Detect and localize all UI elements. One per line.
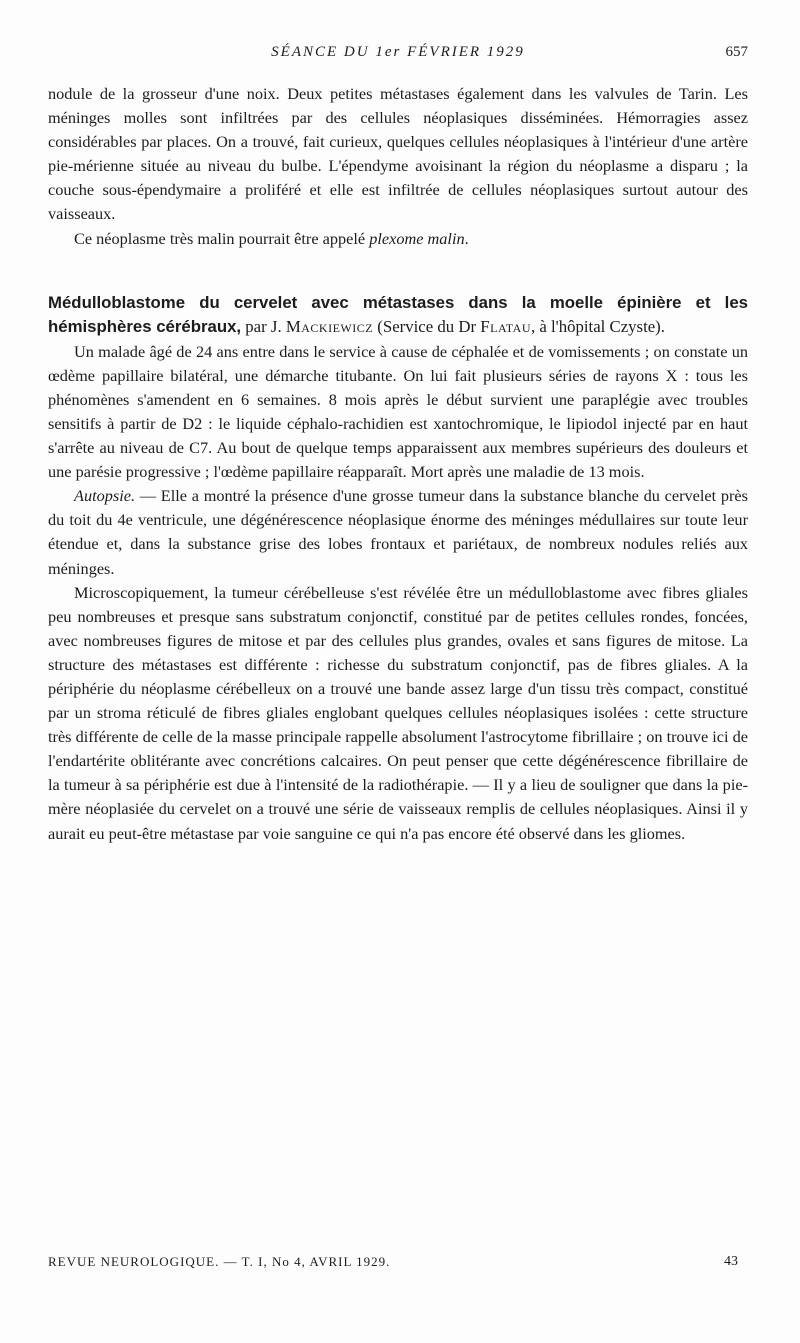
section-title-text: Médulloblastome du cervelet avec métastases dans la moelle épinière et les hémisphères cérébraux, xyxy=(48,292,748,337)
signature-mark: 43 xyxy=(724,1254,738,1269)
page-footer xyxy=(48,1254,748,1276)
section-service-close: , à l'hôpital Czyste). xyxy=(530,317,665,337)
autopsy-label: Autopsie. xyxy=(74,486,136,506)
page-number: 657 xyxy=(725,44,748,60)
section-author: Mackiewicz xyxy=(285,317,374,337)
closing-text: Ce néoplasme très malin pourrait être appelé xyxy=(74,228,370,248)
closing-period: . xyxy=(464,228,469,248)
journal-reference: REVUE NEUROLOGIQUE. — T. I, No 4, AVRIL 1929. xyxy=(48,1254,391,1269)
section-by: par J. xyxy=(241,317,286,337)
autopsy-paragraph xyxy=(48,484,748,580)
section-title xyxy=(48,291,748,340)
microscopy-paragraph: Microscopiquement, la tumeur cérébelleuse s'est révélée être un médulloblastome avec fibres gliales peu nombreuses et presque sans substratum conjonctif, constitué par de petites cellules rondes, foncées, avec nombreuses figures de mitose et par des cellules plus grandes, ovales et sans figures de mitose. La structure des métastases est différente : richesse du substratum conjonctif, pas de fibres gliales. A la périphérie du néoplasme cérébelleux on a trouvé une bande assez large d'un tissu très compact, constitué par un stroma réticulé de fibres gliales englobant quelques cellules néoplasiques isolées : cette structure très différente de celle de la masse principale rappelle absolument l'astrocytome fibrillaire ; on trouve ici de l'endartérite oblitérante avec concrétions calcaires. On peut penser que cette dégénérescence fibrillaire de la tumeur à sa périphérie est due à l'intensité de la radiothérapie. — Il y a lieu de souligner que dans la pie-mère néoplasiée du cervelet on a trouvé une série de vaisseaux remplis de cellules néoplasiques. Ainsi il y aurait eu peut-être métastase par voie sanguine ce qui n'a pas encore été observé dans les gliomes. xyxy=(48,582,748,843)
section-service-chief: Flatau xyxy=(480,317,531,337)
intro-closing-paragraph xyxy=(48,227,748,251)
page-body xyxy=(48,82,748,846)
section-service-open: (Service du Dr xyxy=(373,317,481,337)
running-header xyxy=(48,44,748,66)
intro-paragraph: nodule de la grosseur d'une noix. Deux petites métastases également dans les valvules de Tarin. Les méninges molles sont infiltrées par des cellules néoplasiques disséminées. Hémorragies assez considérables par places. On a trouvé, fait curieux, quelques cellules néoplasiques à l'intérieur d'une artère pie-mérienne située au niveau du bulbe. L'épendyme avoisinant la région du néoplasme a disparu ; la couche sous-épendymaire a proliféré et elle est infiltrée de cellules néoplasiques surtout autour des vaisseaux. xyxy=(48,84,748,224)
autopsy-text: — Elle a montré la présence d'une grosse tumeur dans la substance blanche du cervelet près du toit du 4e ventricule, une dégénérescence néoplasique énorme des méninges médullaires sur toute leur étendue et, dans la substance grise des lobes frontaux et pariétaux, de nombreux nodules reliés aux méninges. xyxy=(48,486,748,578)
case-paragraph: Un malade âgé de 24 ans entre dans le service à cause de céphalée et de vomissements ; on constate un œdème papillaire bilatéral, une démarche titubante. On lui fait plusieurs séries de rayons X : tous les phénomènes s'amendent en 6 semaines. 8 mois après le début survient une paraplégie avec troubles sensitifs à partir de D2 : le liquide céphalo-rachidien est xantochromique, le lipiodol injecté par en haut s'arrête au niveau de C7. Au bout de quelque temps apparaissent aux membres supérieurs des douleurs et une parésie progressive ; l'œdème papillaire réapparaît. Mort après une maladie de 13 mois. xyxy=(48,341,748,482)
running-title: SÉANCE DU 1er FÉVRIER 1929 xyxy=(271,44,525,60)
closing-italic-term: plexome malin xyxy=(369,228,465,248)
